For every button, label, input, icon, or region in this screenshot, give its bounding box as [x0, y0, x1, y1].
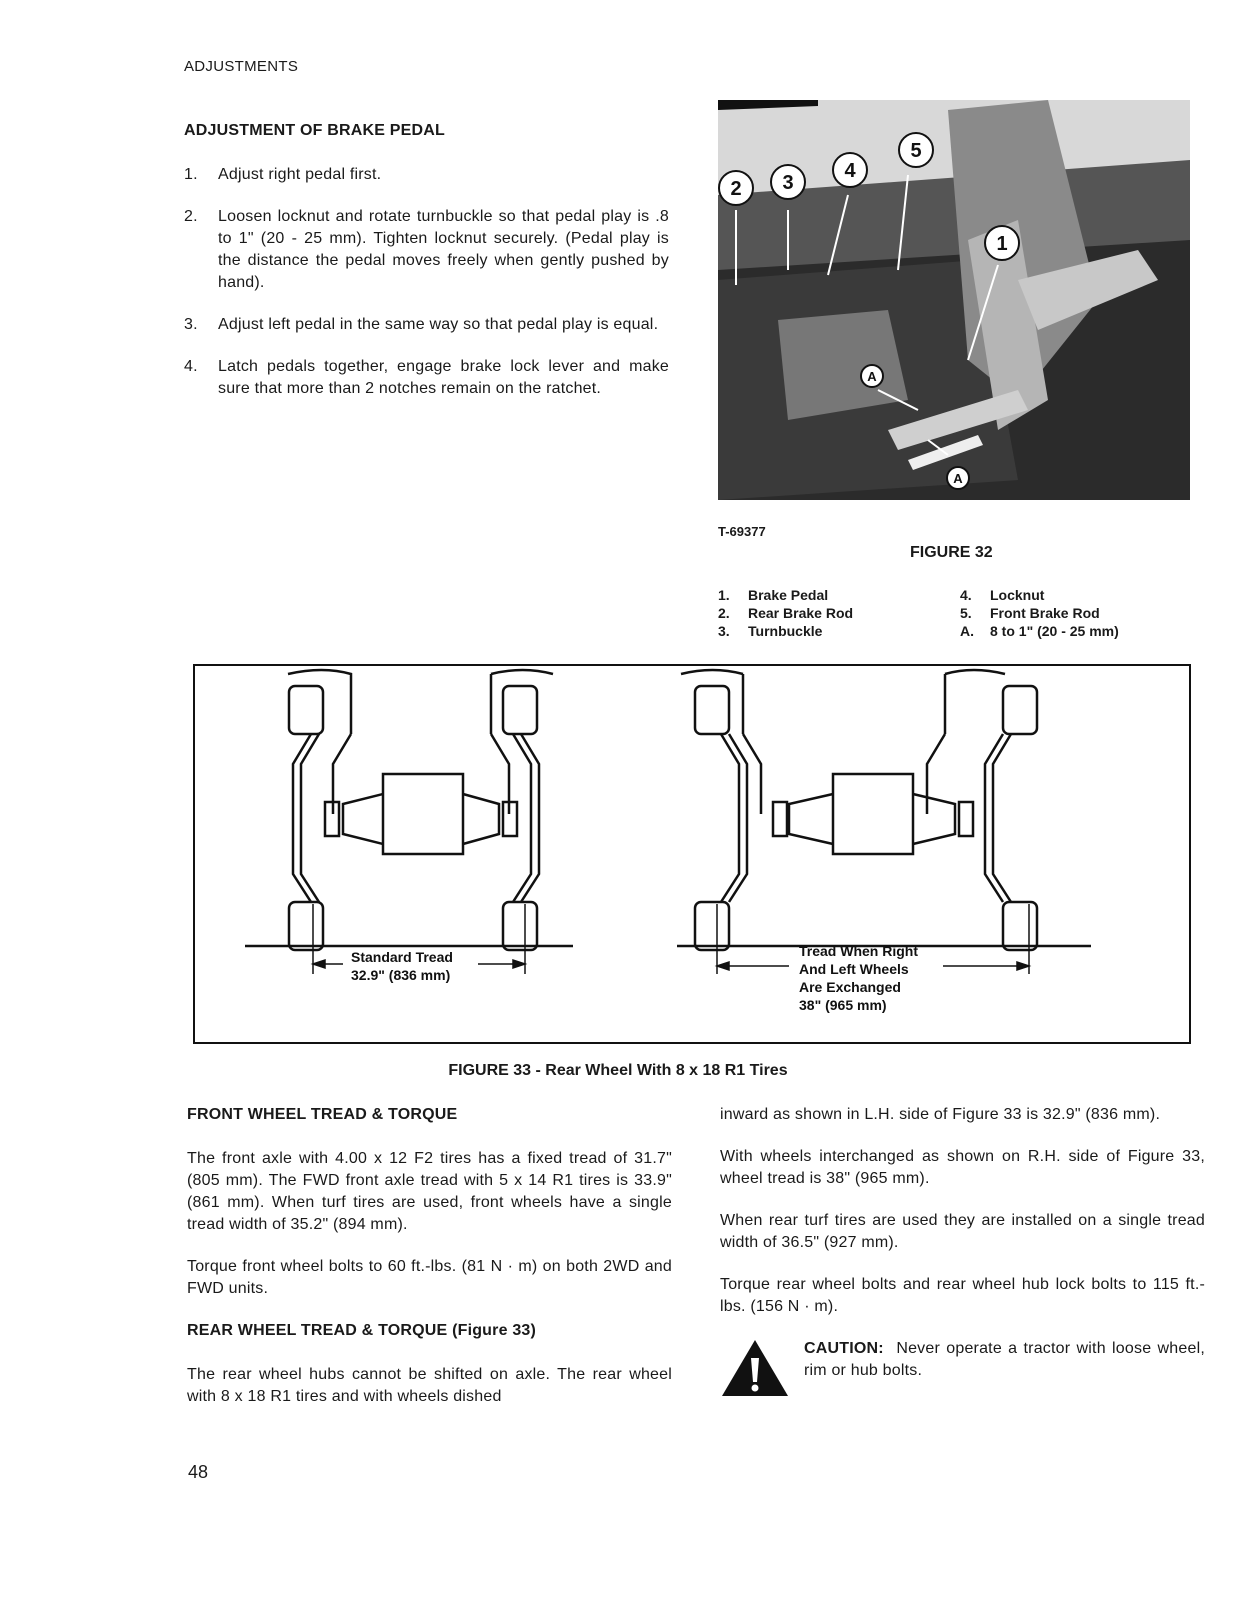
page-number: 48: [188, 1462, 209, 1482]
rear-wheel-heading: REAR WHEEL TREAD & TORQUE (Figure 33): [187, 1322, 537, 1339]
figure-32-code: T-69377: [718, 524, 766, 539]
callout-1: 1: [996, 233, 1008, 255]
callout-a-upper: A: [867, 369, 877, 384]
legend-item: A. 8 to 1" (20 - 25 mm): [960, 623, 1119, 639]
callout-2: 2: [730, 178, 742, 200]
rear-wheel-paragraph-3: When rear turf tires are used they are installed on a single tread width of 36.5" (927 mm).: [720, 1212, 1205, 1251]
callout-5: 5: [910, 140, 922, 162]
right-tread-value: 38" (965 mm): [799, 997, 887, 1013]
step-4: 4. Latch pedals together, engage brake lock lever and make sure that more than 2 notches remain on the ratchet.: [184, 358, 669, 397]
legend-item: 4. Locknut: [960, 587, 1045, 603]
rear-wheel-paragraph-1-end: inward as shown in L.H. side of Figure 33 is 32.9" (836 mm).: [720, 1106, 1161, 1123]
front-wheel-heading: FRONT WHEEL TREAD & TORQUE: [187, 1106, 458, 1123]
left-tread-label: Standard Tread: [351, 949, 453, 965]
left-tread-value: 32.9" (836 mm): [351, 967, 451, 983]
legend-item: 3. Turnbuckle: [718, 623, 823, 639]
callout-3: 3: [782, 172, 794, 194]
warning-triangle-icon: [720, 1338, 790, 1398]
rear-wheel-paragraph-2: With wheels interchanged as shown on R.H. side of Figure 33, wheel tread is 38" (965 mm).: [720, 1148, 1205, 1187]
right-tread-label-3: Are Exchanged: [799, 979, 901, 995]
figure-32-title: FIGURE 32: [910, 544, 993, 561]
caution-label: CAUTION:: [804, 1340, 884, 1357]
figure-32-legend-left: [718, 586, 853, 640]
figure-32-photo: [718, 100, 1190, 500]
left-column: [187, 1104, 672, 1428]
right-column: [720, 1104, 1205, 1398]
figure-33-caption: FIGURE 33 - Rear Wheel With 8 x 18 R1 Tires: [448, 1062, 788, 1079]
rear-wheel-paragraph-1-start: The rear wheel hubs cannot be shifted on axle. The rear wheel with 8 x 18 R1 tires and with wheels dished: [187, 1366, 672, 1405]
rear-wheel-paragraph-4: Torque rear wheel bolts and rear wheel hub lock bolts to 115 ft.-lbs. (156 N · m).: [720, 1276, 1205, 1315]
legend-item: 1. Brake Pedal: [718, 587, 829, 603]
front-wheel-paragraph-1: The front axle with 4.00 x 12 F2 tires has a fixed tread of 31.7" (805 mm). The FWD front axle tread with 5 x 14 R1 tires is 33.9" (861 mm). When turf tires are used, front wheels have a single tread width of 35.2" (894 mm).: [187, 1150, 672, 1233]
step-3: 3. Adjust left pedal in the same way so that pedal play is equal.: [184, 316, 659, 333]
caution-text: CAUTION: Never operate a tractor with loose wheel, rim or hub bolts.: [804, 1340, 1205, 1379]
front-wheel-paragraph-2: Torque front wheel bolts to 60 ft.-lbs. (81 N · m) on both 2WD and FWD units.: [187, 1258, 672, 1297]
right-tread-label-1: Tread When Right: [799, 943, 918, 959]
brake-steps-list: [184, 164, 669, 420]
figure-32-legend-right: [960, 586, 1119, 640]
legend-item: 5. Front Brake Rod: [960, 605, 1100, 621]
right-tread-label-2: And Left Wheels: [799, 961, 909, 977]
legend-item: 2. Rear Brake Rod: [718, 605, 854, 621]
callout-a-lower: A: [953, 471, 963, 486]
figure-33-diagram: [193, 664, 1191, 1044]
step-1: 1. Adjust right pedal first.: [184, 166, 382, 183]
brake-adjustment-heading: ADJUSTMENT OF BRAKE PEDAL: [184, 122, 446, 139]
running-header: ADJUSTMENTS: [184, 58, 299, 75]
callout-4: 4: [844, 160, 856, 182]
caution-box: [720, 1338, 1205, 1398]
step-2: 2. Loosen locknut and rotate turnbuckle so that pedal play is .8 to 1" (20 - 25 mm). Tighten locknut securely. (Pedal play is the distance the pedal moves freely when gently pushed by hand).: [184, 208, 669, 291]
